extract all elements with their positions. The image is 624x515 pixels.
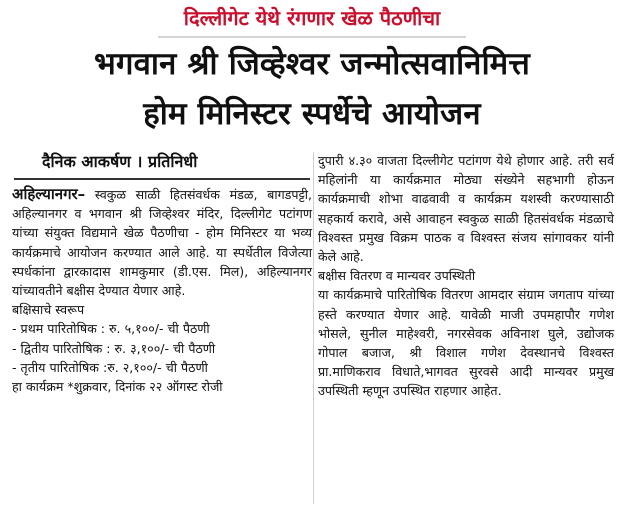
headline-line-1: भगवान श्री जिव्हेश्वर जन्मोत्सवानिमित्त bbox=[94, 46, 530, 82]
byline-divider bbox=[14, 178, 310, 180]
kicker-title: दिल्लीगेट येथे रंगणार खेळ पैठणीचा bbox=[183, 6, 441, 30]
article-column-left bbox=[12, 185, 312, 396]
article-paragraph-2: दुपारी ४.३० वाजता दिल्लीगेट पटांगण येथे होणार आहे. तरी सर्व महिलांनी या कार्यक्रमात मोठ्या संख्येने सहभागी होऊन कार्यक्रमाची शोभा वाढवावी व कार्यक्रम यशस्वी करण्यासाठी सहकार्य करावे, असे आवाहन स्वकुळ साळी हितसंवर्धक मंडळाचे विश्वस्त प्रमुख विक्रम पाठक व विश्वस्त संजय सांगावकर यांनी केले आहे. bbox=[318, 153, 614, 265]
article-closing-line: हा कार्यक्रम *शुक्रवार, दिनांक २२ ऑगस्ट रोजी bbox=[12, 379, 223, 395]
column-divider bbox=[313, 152, 314, 504]
prizes-heading: बक्षिसाचे स्वरूप bbox=[12, 302, 85, 318]
dateline: अहिल्यानगर– bbox=[12, 185, 86, 203]
prize-item: - प्रथम पारितोषिक : रु. ५,१००/- ची पैठणी bbox=[12, 321, 210, 337]
article-paragraph-3: या कार्यक्रमाचे पारितोषिक वितरण आमदार संग्राम जगताप यांच्या हस्ते करण्यात येणार आहे. यावेळी माजी उपमहापौर गणेश भोसले, सुनील माहेश्वरी, नगरसेवक अविनाश घुले, उद्योजक गोपाल बजाज, श्री विशाल गणेश देवस्थानचे विश्वस्त प्रा.माणिकराव विधाते,भागवत सुरवसे आदी मान्यवर प्रमुख उपस्थिती म्हणून उपस्थित राहणार आहेत. bbox=[318, 287, 614, 399]
paragraph-text: स्वकुळ साळी हितसंवर्धक मंडळ, बागडपट्टी, अहिल्यानगर व भगवान श्री जिव्हेश्वर मंदिर, दिल्लीगेट पटांगण यांच्या संयुक्त विद्यमाने खेळ पैठणीचा - होम मिनिस्टर या भव्य कार्यक्रमाचे आयोजन करण्यात आले आहे. या स्पर्धेतील विजेत्या स्पर्धकांना द्वारकादास शामकुमार (डी.एस. मिल), अहिल्यानगर यांच्यावतीने बक्षीस देण्यात येणार आहे. bbox=[12, 187, 312, 299]
section-subheading: बक्षीस वितरण व मान्यवर उपस्थिती bbox=[318, 268, 476, 284]
headline-line-2: होम मिनिस्टर स्पर्धेचे आयोजन bbox=[143, 96, 481, 132]
prize-item: - द्वितीय पारितोषिक : रु. ३,१००/- ची पैठणी bbox=[12, 340, 216, 356]
byline: दैनिक आकर्षण । प्रतिनिधी bbox=[42, 152, 198, 171]
prize-item: - तृतीय पारितोषिक :रु. २,१००/- ची पैठणी bbox=[12, 359, 208, 375]
article-column-right bbox=[318, 151, 614, 401]
kicker-divider bbox=[158, 36, 466, 38]
prize-list bbox=[12, 319, 312, 377]
article-paragraph-1 bbox=[12, 185, 312, 300]
